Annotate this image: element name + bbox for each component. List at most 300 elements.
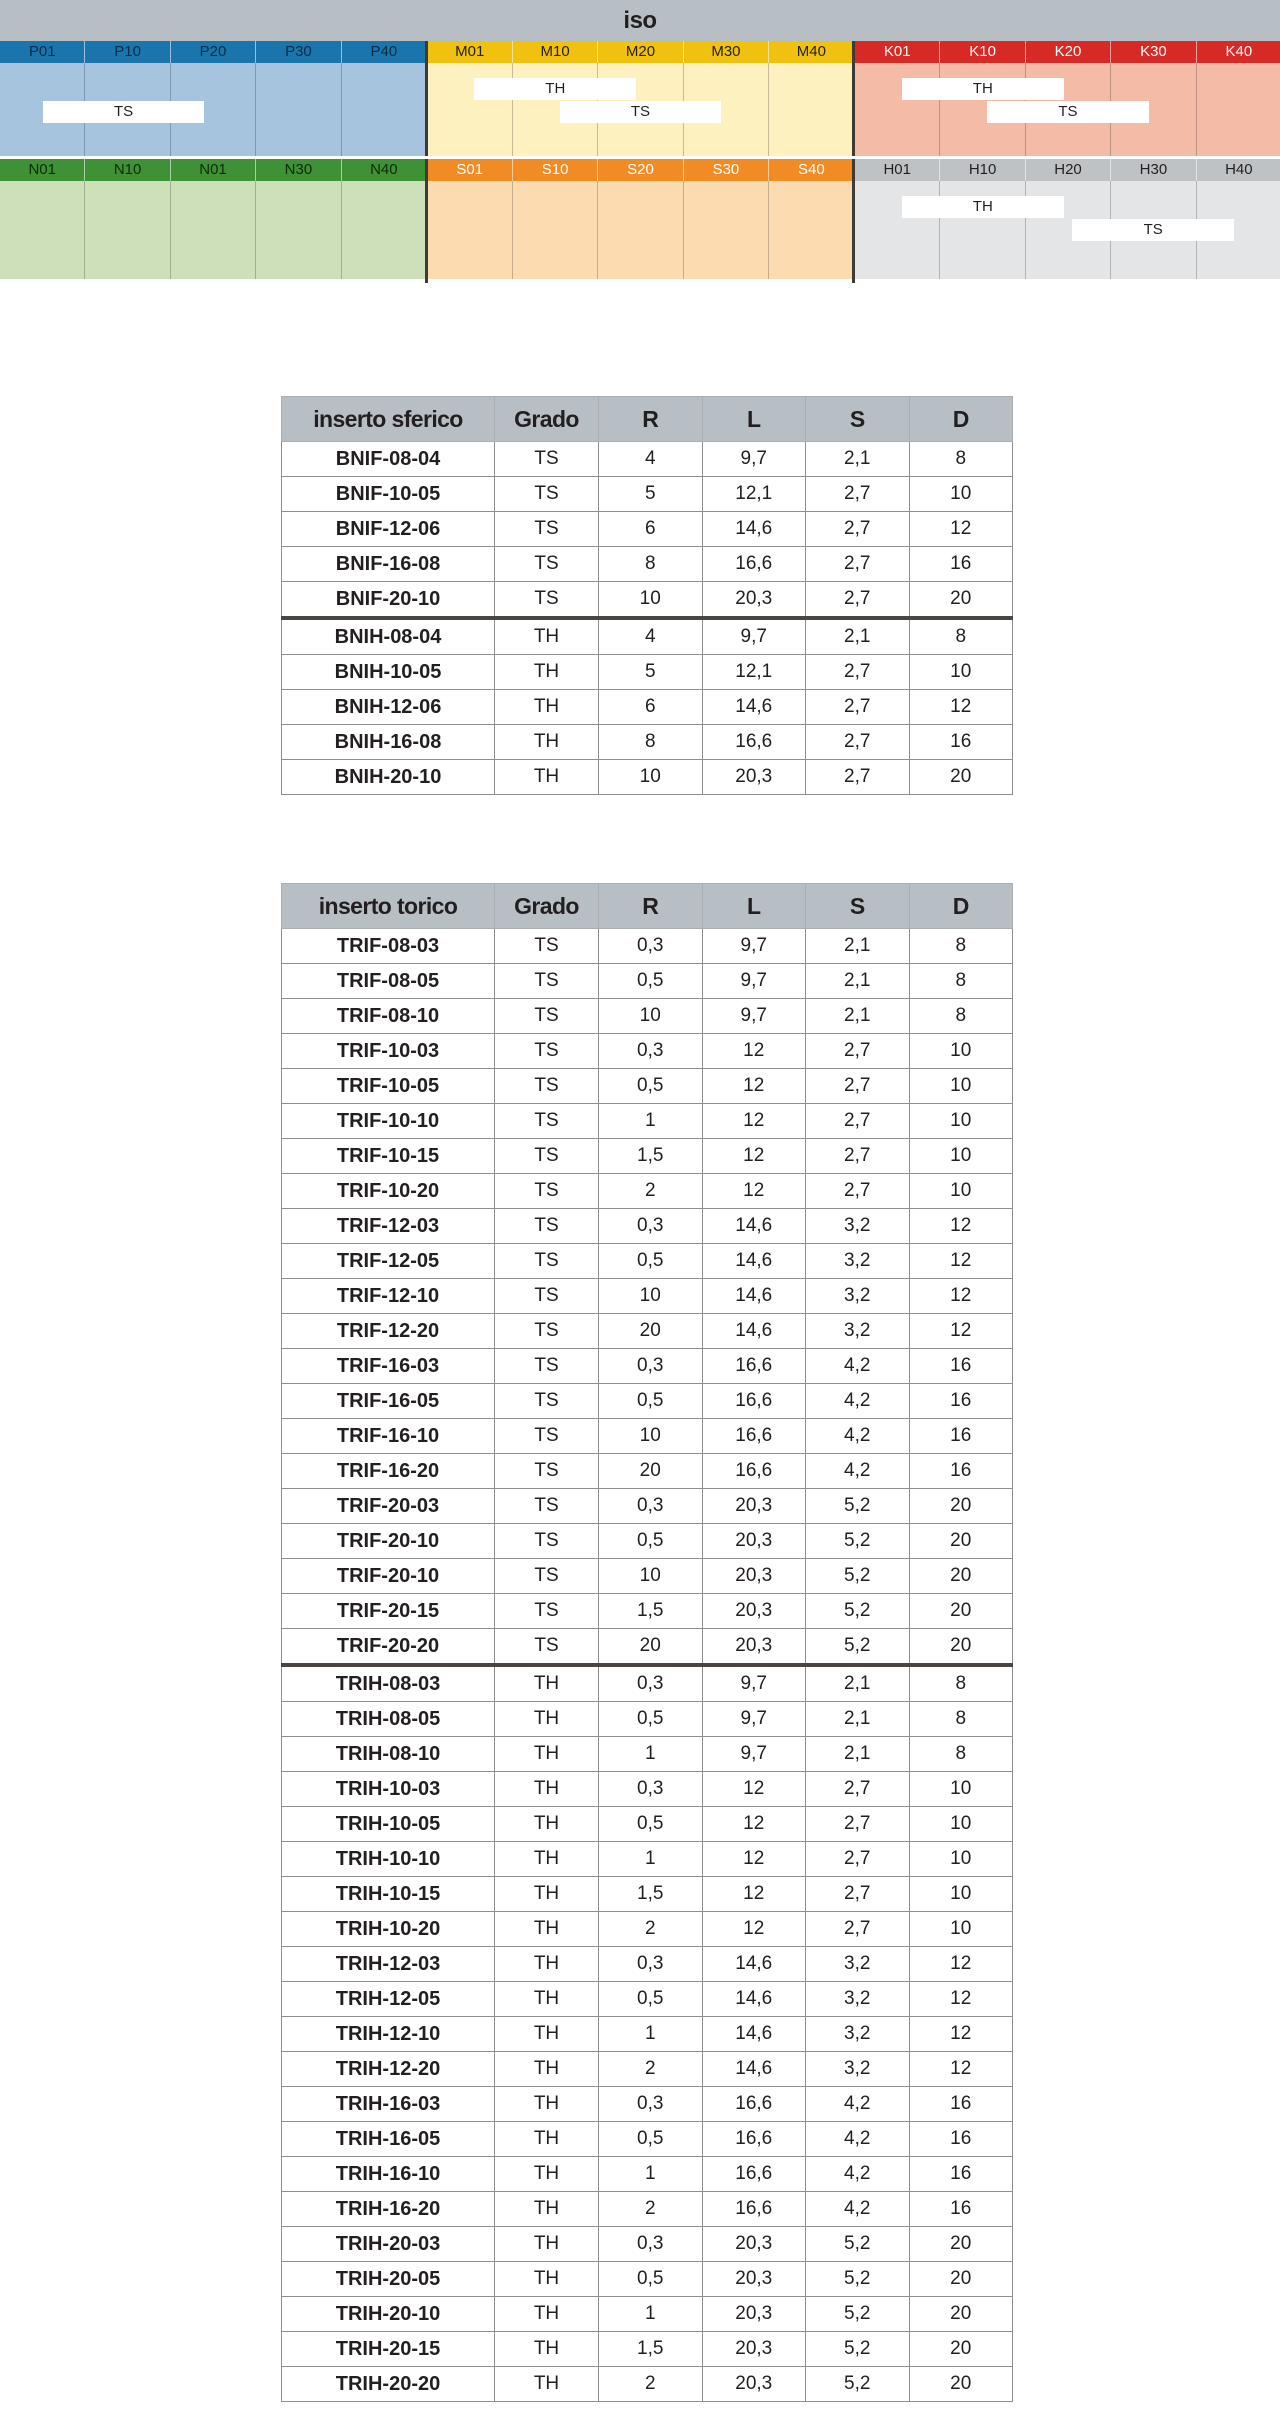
cell-r: 0,3 <box>599 1947 703 1982</box>
cell-d: 20 <box>909 2332 1013 2367</box>
table-row <box>282 2192 1013 2227</box>
cell-grade: TS <box>495 477 599 512</box>
table-row <box>282 1559 1013 1594</box>
cell-d: 20 <box>909 1489 1013 1524</box>
cell-code: TRIF-10-20 <box>282 1174 495 1209</box>
cell-s: 2,7 <box>806 1842 910 1877</box>
cell-r: 4 <box>599 618 703 655</box>
cell-grade: TS <box>495 1629 599 1666</box>
cell-l: 16,6 <box>702 547 806 582</box>
table-row <box>282 618 1013 655</box>
iso-grade-cell: N30 <box>256 159 341 181</box>
cell-d: 12 <box>909 1982 1013 2017</box>
cell-d: 20 <box>909 2297 1013 2332</box>
cell-l: 16,6 <box>702 2192 806 2227</box>
cell-r: 0,5 <box>599 1524 703 1559</box>
cell-d: 20 <box>909 582 1013 619</box>
iso-grade-cell: N10 <box>85 159 170 181</box>
cell-s: 2,7 <box>806 690 910 725</box>
cell-r: 2 <box>599 2192 703 2227</box>
cell-s: 2,7 <box>806 1772 910 1807</box>
cell-r: 0,3 <box>599 1489 703 1524</box>
cell-code: BNIF-10-05 <box>282 477 495 512</box>
cell-code: TRIF-20-03 <box>282 1489 495 1524</box>
cell-grade: TH <box>495 690 599 725</box>
cell-code: TRIF-12-20 <box>282 1314 495 1349</box>
cell-code: BNIH-12-06 <box>282 690 495 725</box>
iso-grade-cell: P01 <box>0 41 85 63</box>
cell-grade: TS <box>495 929 599 964</box>
cell-grade: TS <box>495 1279 599 1314</box>
cell-l: 14,6 <box>702 1279 806 1314</box>
cell-l: 9,7 <box>702 1702 806 1737</box>
iso-grade-cell: M40 <box>796 43 826 60</box>
cell-l: 9,7 <box>702 442 806 477</box>
iso-grade-cell: M30 <box>684 41 769 63</box>
cell-code: TRIH-10-10 <box>282 1842 495 1877</box>
cell-d: 16 <box>909 1384 1013 1419</box>
cell-l: 12,1 <box>702 477 806 512</box>
cell-r: 20 <box>599 1314 703 1349</box>
grade-range-bar-ts: TS <box>560 101 722 123</box>
cell-r: 1,5 <box>599 1877 703 1912</box>
cell-r: 0,3 <box>599 1349 703 1384</box>
iso-column <box>256 63 341 156</box>
cell-grade: TS <box>495 1244 599 1279</box>
table-row <box>282 1069 1013 1104</box>
table-row <box>282 1737 1013 1772</box>
iso-column <box>769 63 853 156</box>
cell-d: 12 <box>909 1244 1013 1279</box>
cell-code: TRIF-08-05 <box>282 964 495 999</box>
cell-grade: TH <box>495 655 599 690</box>
col-header-r: R <box>599 884 703 929</box>
cell-r: 2 <box>599 1174 703 1209</box>
cell-l: 9,7 <box>702 929 806 964</box>
cell-r: 0,3 <box>599 1209 703 1244</box>
table-row <box>282 512 1013 547</box>
cell-code: TRIH-20-05 <box>282 2262 495 2297</box>
table-row <box>282 1807 1013 1842</box>
cell-l: 9,7 <box>702 1665 806 1702</box>
table-row <box>282 1244 1013 1279</box>
cell-code: TRIF-08-10 <box>282 999 495 1034</box>
cell-l: 14,6 <box>702 2052 806 2087</box>
table-row <box>282 1772 1013 1807</box>
cell-s: 2,1 <box>806 442 910 477</box>
cell-r: 0,5 <box>599 2262 703 2297</box>
cell-s: 3,2 <box>806 2017 910 2052</box>
cell-d: 12 <box>909 690 1013 725</box>
table-row <box>282 1174 1013 1209</box>
cell-code: TRIH-16-03 <box>282 2087 495 2122</box>
cell-grade: TS <box>495 964 599 999</box>
cell-l: 12 <box>702 1139 806 1174</box>
cell-l: 9,7 <box>702 964 806 999</box>
cell-s: 2,7 <box>806 760 910 795</box>
cell-r: 1 <box>599 2157 703 2192</box>
cell-r: 0,5 <box>599 1384 703 1419</box>
table-inserto-torico <box>281 883 1013 2402</box>
cell-grade: TS <box>495 512 599 547</box>
cell-d: 8 <box>909 964 1013 999</box>
iso-grade-cell: M10 <box>513 41 598 63</box>
table-row <box>282 760 1013 795</box>
cell-d: 10 <box>909 477 1013 512</box>
cell-r: 0,5 <box>599 1702 703 1737</box>
cell-s: 2,7 <box>806 1877 910 1912</box>
iso-column <box>855 63 940 156</box>
table-row <box>282 1629 1013 1666</box>
table-row <box>282 1314 1013 1349</box>
table-row <box>282 1384 1013 1419</box>
table-row <box>282 1842 1013 1877</box>
cell-s: 4,2 <box>806 2122 910 2157</box>
cell-r: 0,3 <box>599 1034 703 1069</box>
cell-r: 0,5 <box>599 964 703 999</box>
iso-group-s <box>428 159 854 276</box>
iso-grade-cell: K40 <box>1225 43 1253 60</box>
cell-grade: TS <box>495 442 599 477</box>
table-row <box>282 1419 1013 1454</box>
table-row <box>282 1209 1013 1244</box>
cell-code: TRIH-20-20 <box>282 2367 495 2402</box>
cell-d: 20 <box>909 760 1013 795</box>
iso-grade-cell: K30 <box>1111 41 1196 63</box>
cell-l: 20,3 <box>702 582 806 619</box>
cell-r: 1 <box>599 1737 703 1772</box>
iso-group-header <box>0 159 426 181</box>
cell-code: TRIH-10-20 <box>282 1912 495 1947</box>
table-row <box>282 2122 1013 2157</box>
iso-group-header <box>855 159 1280 181</box>
cell-d: 8 <box>909 442 1013 477</box>
cell-grade: TS <box>495 1594 599 1629</box>
cell-s: 2,7 <box>806 1069 910 1104</box>
table-row <box>282 690 1013 725</box>
cell-code: TRIF-10-15 <box>282 1139 495 1174</box>
cell-l: 16,6 <box>702 1384 806 1419</box>
cell-d: 12 <box>909 1209 1013 1244</box>
cell-code: TRIH-20-10 <box>282 2297 495 2332</box>
table-row <box>282 547 1013 582</box>
cell-l: 20,3 <box>702 1524 806 1559</box>
cell-code: BNIH-20-10 <box>282 760 495 795</box>
cell-l: 14,6 <box>702 1314 806 1349</box>
cell-s: 4,2 <box>806 1454 910 1489</box>
cell-r: 8 <box>599 547 703 582</box>
cell-grade: TH <box>495 760 599 795</box>
cell-s: 5,2 <box>806 2367 910 2402</box>
cell-s: 2,7 <box>806 582 910 619</box>
cell-grade: TH <box>495 2332 599 2367</box>
cell-d: 20 <box>909 2367 1013 2402</box>
iso-grade-chart <box>0 0 1280 283</box>
cell-d: 12 <box>909 1279 1013 1314</box>
cell-code: TRIF-16-10 <box>282 1419 495 1454</box>
cell-code: TRIH-20-03 <box>282 2227 495 2262</box>
cell-s: 3,2 <box>806 1314 910 1349</box>
cell-code: TRIF-12-05 <box>282 1244 495 1279</box>
cell-d: 12 <box>909 1314 1013 1349</box>
cell-grade: TS <box>495 547 599 582</box>
iso-grade-cell: N01 <box>171 159 256 181</box>
cell-s: 2,7 <box>806 547 910 582</box>
cell-grade: TS <box>495 1104 599 1139</box>
cell-s: 3,2 <box>806 1947 910 1982</box>
cell-grade: TH <box>495 2227 599 2262</box>
iso-group-m <box>428 41 854 158</box>
cell-code: TRIH-16-10 <box>282 2157 495 2192</box>
cell-code: BNIF-12-06 <box>282 512 495 547</box>
cell-s: 5,2 <box>806 2262 910 2297</box>
cell-l: 14,6 <box>702 1947 806 1982</box>
cell-l: 12,1 <box>702 655 806 690</box>
table-row <box>282 442 1013 477</box>
cell-r: 6 <box>599 512 703 547</box>
cell-d: 10 <box>909 655 1013 690</box>
iso-grade-cell: K01 <box>855 41 940 63</box>
cell-grade: TH <box>495 1912 599 1947</box>
cell-d: 10 <box>909 1104 1013 1139</box>
cell-l: 16,6 <box>702 2087 806 2122</box>
cell-d: 20 <box>909 1524 1013 1559</box>
iso-grade-cell: S40 <box>797 161 825 178</box>
cell-d: 20 <box>909 2227 1013 2262</box>
cell-r: 2 <box>599 2367 703 2402</box>
cell-code: TRIH-08-05 <box>282 1702 495 1737</box>
iso-grade-cell: N40 <box>370 161 398 178</box>
table-row <box>282 2017 1013 2052</box>
cell-d: 8 <box>909 1737 1013 1772</box>
table-row <box>282 2227 1013 2262</box>
iso-grade-cell: P30 <box>256 41 341 63</box>
cell-s: 2,1 <box>806 964 910 999</box>
cell-l: 16,6 <box>702 1349 806 1384</box>
cell-grade: TH <box>495 1947 599 1982</box>
cell-r: 20 <box>599 1454 703 1489</box>
cell-l: 14,6 <box>702 690 806 725</box>
iso-column <box>513 181 598 279</box>
cell-grade: TH <box>495 2122 599 2157</box>
cell-r: 1,5 <box>599 1594 703 1629</box>
cell-d: 12 <box>909 512 1013 547</box>
cell-s: 2,7 <box>806 512 910 547</box>
cell-l: 12 <box>702 1807 806 1842</box>
cell-code: TRIH-16-20 <box>282 2192 495 2227</box>
cell-s: 2,7 <box>806 1104 910 1139</box>
table-row <box>282 1104 1013 1139</box>
cell-d: 20 <box>909 1594 1013 1629</box>
cell-d: 20 <box>909 1629 1013 1666</box>
cell-s: 5,2 <box>806 1594 910 1629</box>
iso-grade-cell: M01 <box>428 41 513 63</box>
grade-range-bar-ts: TS <box>987 101 1149 123</box>
cell-code: BNIF-20-10 <box>282 582 495 619</box>
col-header-s: S <box>806 884 910 929</box>
cell-grade: TH <box>495 2087 599 2122</box>
cell-s: 3,2 <box>806 2052 910 2087</box>
cell-grade: TS <box>495 1174 599 1209</box>
cell-d: 10 <box>909 1174 1013 1209</box>
cell-r: 5 <box>599 477 703 512</box>
iso-grade-cell: H20 <box>1026 159 1111 181</box>
cell-code: BNIH-16-08 <box>282 725 495 760</box>
cell-s: 4,2 <box>806 1384 910 1419</box>
col-header-grade: Grado <box>495 397 599 442</box>
iso-group-header <box>0 41 426 63</box>
cell-code: BNIH-10-05 <box>282 655 495 690</box>
cell-grade: TH <box>495 2367 599 2402</box>
cell-grade: TH <box>495 1665 599 1702</box>
cell-code: TRIH-20-15 <box>282 2332 495 2367</box>
cell-r: 2 <box>599 2052 703 2087</box>
cell-grade: TS <box>495 1454 599 1489</box>
cell-l: 20,3 <box>702 2332 806 2367</box>
table-row <box>282 2157 1013 2192</box>
cell-s: 2,7 <box>806 1807 910 1842</box>
cell-d: 16 <box>909 1454 1013 1489</box>
cell-d: 8 <box>909 618 1013 655</box>
col-header-insert: inserto torico <box>282 884 495 929</box>
cell-r: 5 <box>599 655 703 690</box>
cell-s: 4,2 <box>806 2087 910 2122</box>
cell-d: 16 <box>909 2157 1013 2192</box>
cell-d: 8 <box>909 1702 1013 1737</box>
cell-code: TRIH-08-03 <box>282 1665 495 1702</box>
cell-code: BNIF-16-08 <box>282 547 495 582</box>
cell-grade: TH <box>495 725 599 760</box>
cell-grade: TS <box>495 1314 599 1349</box>
cell-r: 1,5 <box>599 1139 703 1174</box>
cell-r: 10 <box>599 582 703 619</box>
table-row <box>282 655 1013 690</box>
iso-column <box>0 181 85 279</box>
cell-l: 16,6 <box>702 725 806 760</box>
cell-grade: TH <box>495 2262 599 2297</box>
cell-l: 9,7 <box>702 999 806 1034</box>
cell-l: 20,3 <box>702 1559 806 1594</box>
iso-group-body <box>0 181 426 279</box>
cell-l: 14,6 <box>702 1209 806 1244</box>
cell-d: 16 <box>909 547 1013 582</box>
row-separator <box>0 156 1280 159</box>
cell-l: 14,6 <box>702 1244 806 1279</box>
cell-d: 8 <box>909 1665 1013 1702</box>
cell-r: 0,3 <box>599 929 703 964</box>
cell-l: 14,6 <box>702 512 806 547</box>
table-row <box>282 1702 1013 1737</box>
table-row <box>282 2052 1013 2087</box>
cell-s: 4,2 <box>806 2157 910 2192</box>
col-header-grade: Grado <box>495 884 599 929</box>
cell-d: 10 <box>909 1912 1013 1947</box>
cell-r: 1 <box>599 1842 703 1877</box>
cell-s: 5,2 <box>806 1489 910 1524</box>
cell-s: 2,7 <box>806 477 910 512</box>
iso-grade-cell: K20 <box>1026 41 1111 63</box>
cell-r: 0,3 <box>599 1772 703 1807</box>
cell-grade: TH <box>495 1982 599 2017</box>
cell-l: 20,3 <box>702 2227 806 2262</box>
cell-r: 6 <box>599 690 703 725</box>
cell-code: TRIF-20-20 <box>282 1629 495 1666</box>
grade-range-bar-ts: TS <box>1072 219 1234 241</box>
cell-grade: TS <box>495 582 599 619</box>
cell-d: 10 <box>909 1807 1013 1842</box>
cell-r: 0,3 <box>599 2227 703 2262</box>
cell-grade: TS <box>495 1349 599 1384</box>
cell-l: 12 <box>702 1174 806 1209</box>
cell-l: 16,6 <box>702 1454 806 1489</box>
cell-grade: TH <box>495 2192 599 2227</box>
cell-r: 1 <box>599 2017 703 2052</box>
cell-r: 1 <box>599 2297 703 2332</box>
cell-d: 8 <box>909 999 1013 1034</box>
iso-grade-cell: H30 <box>1111 159 1196 181</box>
iso-column <box>171 181 256 279</box>
table-header-row <box>282 397 1013 442</box>
cell-r: 20 <box>599 1629 703 1666</box>
cell-code: TRIH-12-05 <box>282 1982 495 2017</box>
iso-group-p <box>0 41 426 158</box>
cell-s: 2,1 <box>806 1702 910 1737</box>
cell-code: TRIH-10-05 <box>282 1807 495 1842</box>
cell-grade: TS <box>495 1489 599 1524</box>
cell-s: 2,1 <box>806 1665 910 1702</box>
cell-grade: TS <box>495 1559 599 1594</box>
iso-grade-cell: H01 <box>855 159 940 181</box>
iso-grade-cell: S30 <box>684 159 769 181</box>
cell-r: 0,5 <box>599 1982 703 2017</box>
cell-r: 0,3 <box>599 2087 703 2122</box>
cell-code: TRIH-12-20 <box>282 2052 495 2087</box>
cell-s: 4,2 <box>806 1419 910 1454</box>
cell-s: 5,2 <box>806 1629 910 1666</box>
table-row <box>282 2332 1013 2367</box>
table-row <box>282 929 1013 964</box>
grade-range-bar-ts: TS <box>43 101 205 123</box>
iso-grade-cell: P10 <box>85 41 170 63</box>
table-row <box>282 999 1013 1034</box>
table-row <box>282 1947 1013 1982</box>
table-row <box>282 964 1013 999</box>
cell-s: 3,2 <box>806 1279 910 1314</box>
cell-l: 12 <box>702 1912 806 1947</box>
col-header-l: L <box>702 397 806 442</box>
cell-l: 12 <box>702 1877 806 1912</box>
cell-l: 12 <box>702 1069 806 1104</box>
cell-l: 14,6 <box>702 2017 806 2052</box>
cell-l: 12 <box>702 1772 806 1807</box>
cell-code: TRIF-12-03 <box>282 1209 495 1244</box>
grade-range-bar-th: TH <box>902 78 1064 100</box>
cell-grade: TH <box>495 2157 599 2192</box>
cell-l: 12 <box>702 1104 806 1139</box>
cell-s: 5,2 <box>806 1524 910 1559</box>
iso-column <box>85 181 170 279</box>
iso-grade-cell: S01 <box>428 159 513 181</box>
cell-grade: TH <box>495 1702 599 1737</box>
group-separator <box>425 41 428 283</box>
cell-code: TRIF-16-03 <box>282 1349 495 1384</box>
cell-l: 16,6 <box>702 1419 806 1454</box>
col-header-s: S <box>806 397 910 442</box>
iso-grade-cell: K10 <box>940 41 1025 63</box>
iso-group-k <box>855 41 1280 158</box>
iso-group-n <box>0 159 426 276</box>
col-header-r: R <box>599 397 703 442</box>
